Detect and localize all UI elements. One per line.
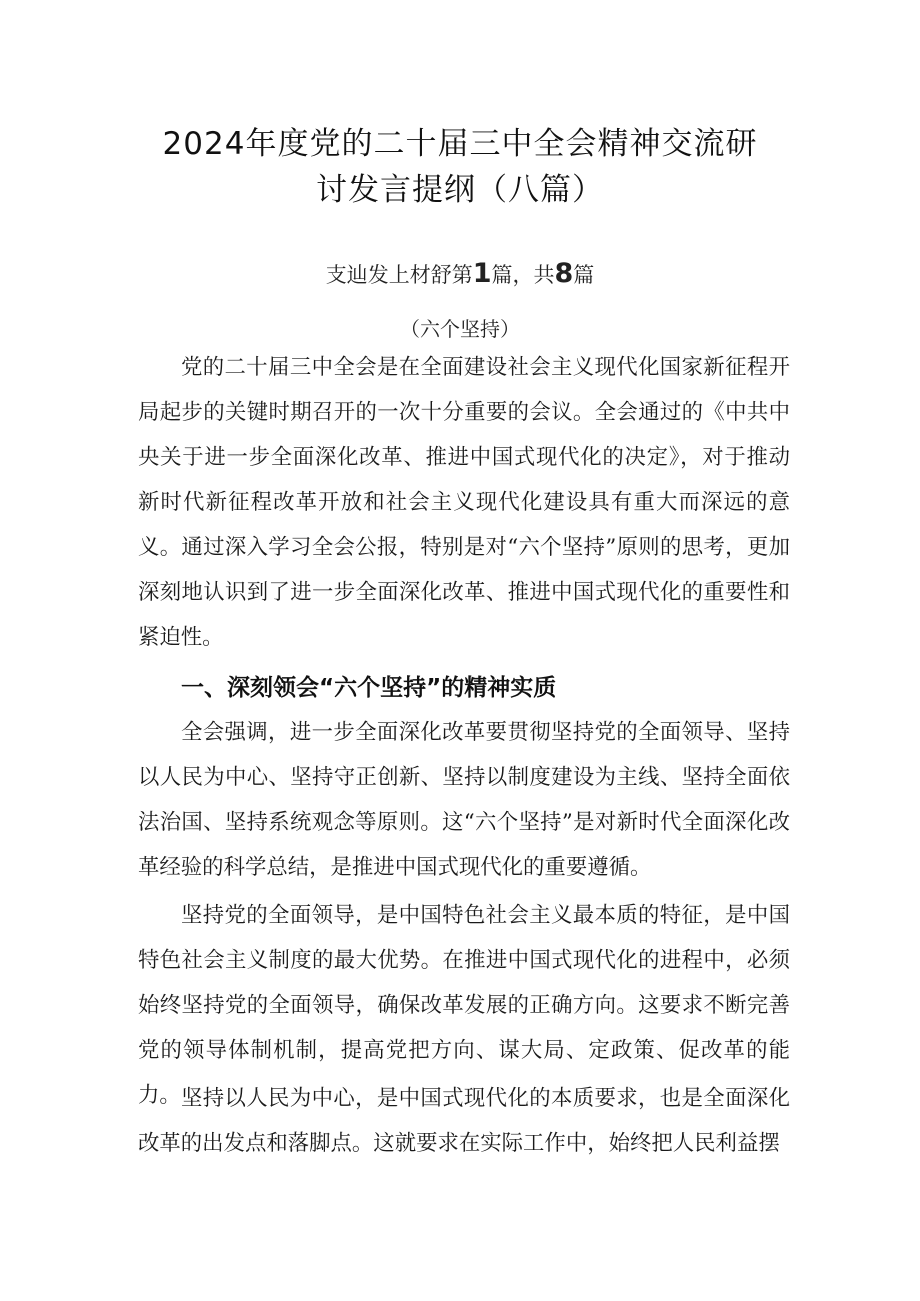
subtitle-mid: 篇，共 [491, 263, 555, 287]
subtitle-article-total: 8 [554, 258, 574, 289]
document-title-line2: 讨发言提纲（八篇） [316, 172, 604, 208]
section-note: （六个坚持） [400, 317, 520, 341]
subtitle-prefix: 支辿发上材舒第 [325, 263, 473, 287]
section-heading-1: 一、深刻领会“六个坚持”的精神实质 [181, 675, 557, 701]
body-paragraph-4: 坚持以人民为中心，是中国式现代化的本质要求，也是全面深化改革的出发点和落脚点。这就要求在实际工作中，始终把人民利益摆 [138, 1086, 790, 1156]
document-subtitle [0, 258, 920, 289]
subtitle-suffix: 篇 [573, 263, 595, 287]
document-title-line1: 2024年度党的二十届三中全会精神交流研 [162, 126, 758, 162]
body-paragraph-3: 坚持党的全面领导，是中国特色社会主义最本质的特征，是中国特色社会主义制度的最大优势。在推进中国式现代化的进程中，必须始终坚持党的全面领导，确保改革发展的正确方向。这要求不断完善党的领导体制机制，提高党把方向、谋大局、定政策、促改革的能力。 [138, 903, 790, 1108]
body-paragraph-2: 全会强调，进一步全面深化改革要贯彻坚持党的全面领导、坚持以人民为中心、坚持守正创新、坚持以制度建设为主线、坚持全面依法治国、坚持系统观念等原则。这“六个坚持”是对新时代全面深化改革经验的科学总结，是推进中国式现代化的重要遵循。 [138, 720, 790, 880]
body-paragraph-1: 党的二十届三中全会是在全面建设社会主义现代化国家新征程开局起步的关键时期召开的一次十分重要的会议。全会通过的《中共中央关于进一步全面深化改革、推进中国式现代化的决定》，对于推动新时代新征程改革开放和社会主义现代化建设具有重大而深远的意义。通过深入学习全会公报，特别是对“六个坚持”原则的思考，更加深刻地认识到了进一步全面深化改革、推进中国式现代化的重要性和紧迫性。 [138, 355, 790, 650]
subtitle-article-number: 1 [472, 258, 492, 289]
